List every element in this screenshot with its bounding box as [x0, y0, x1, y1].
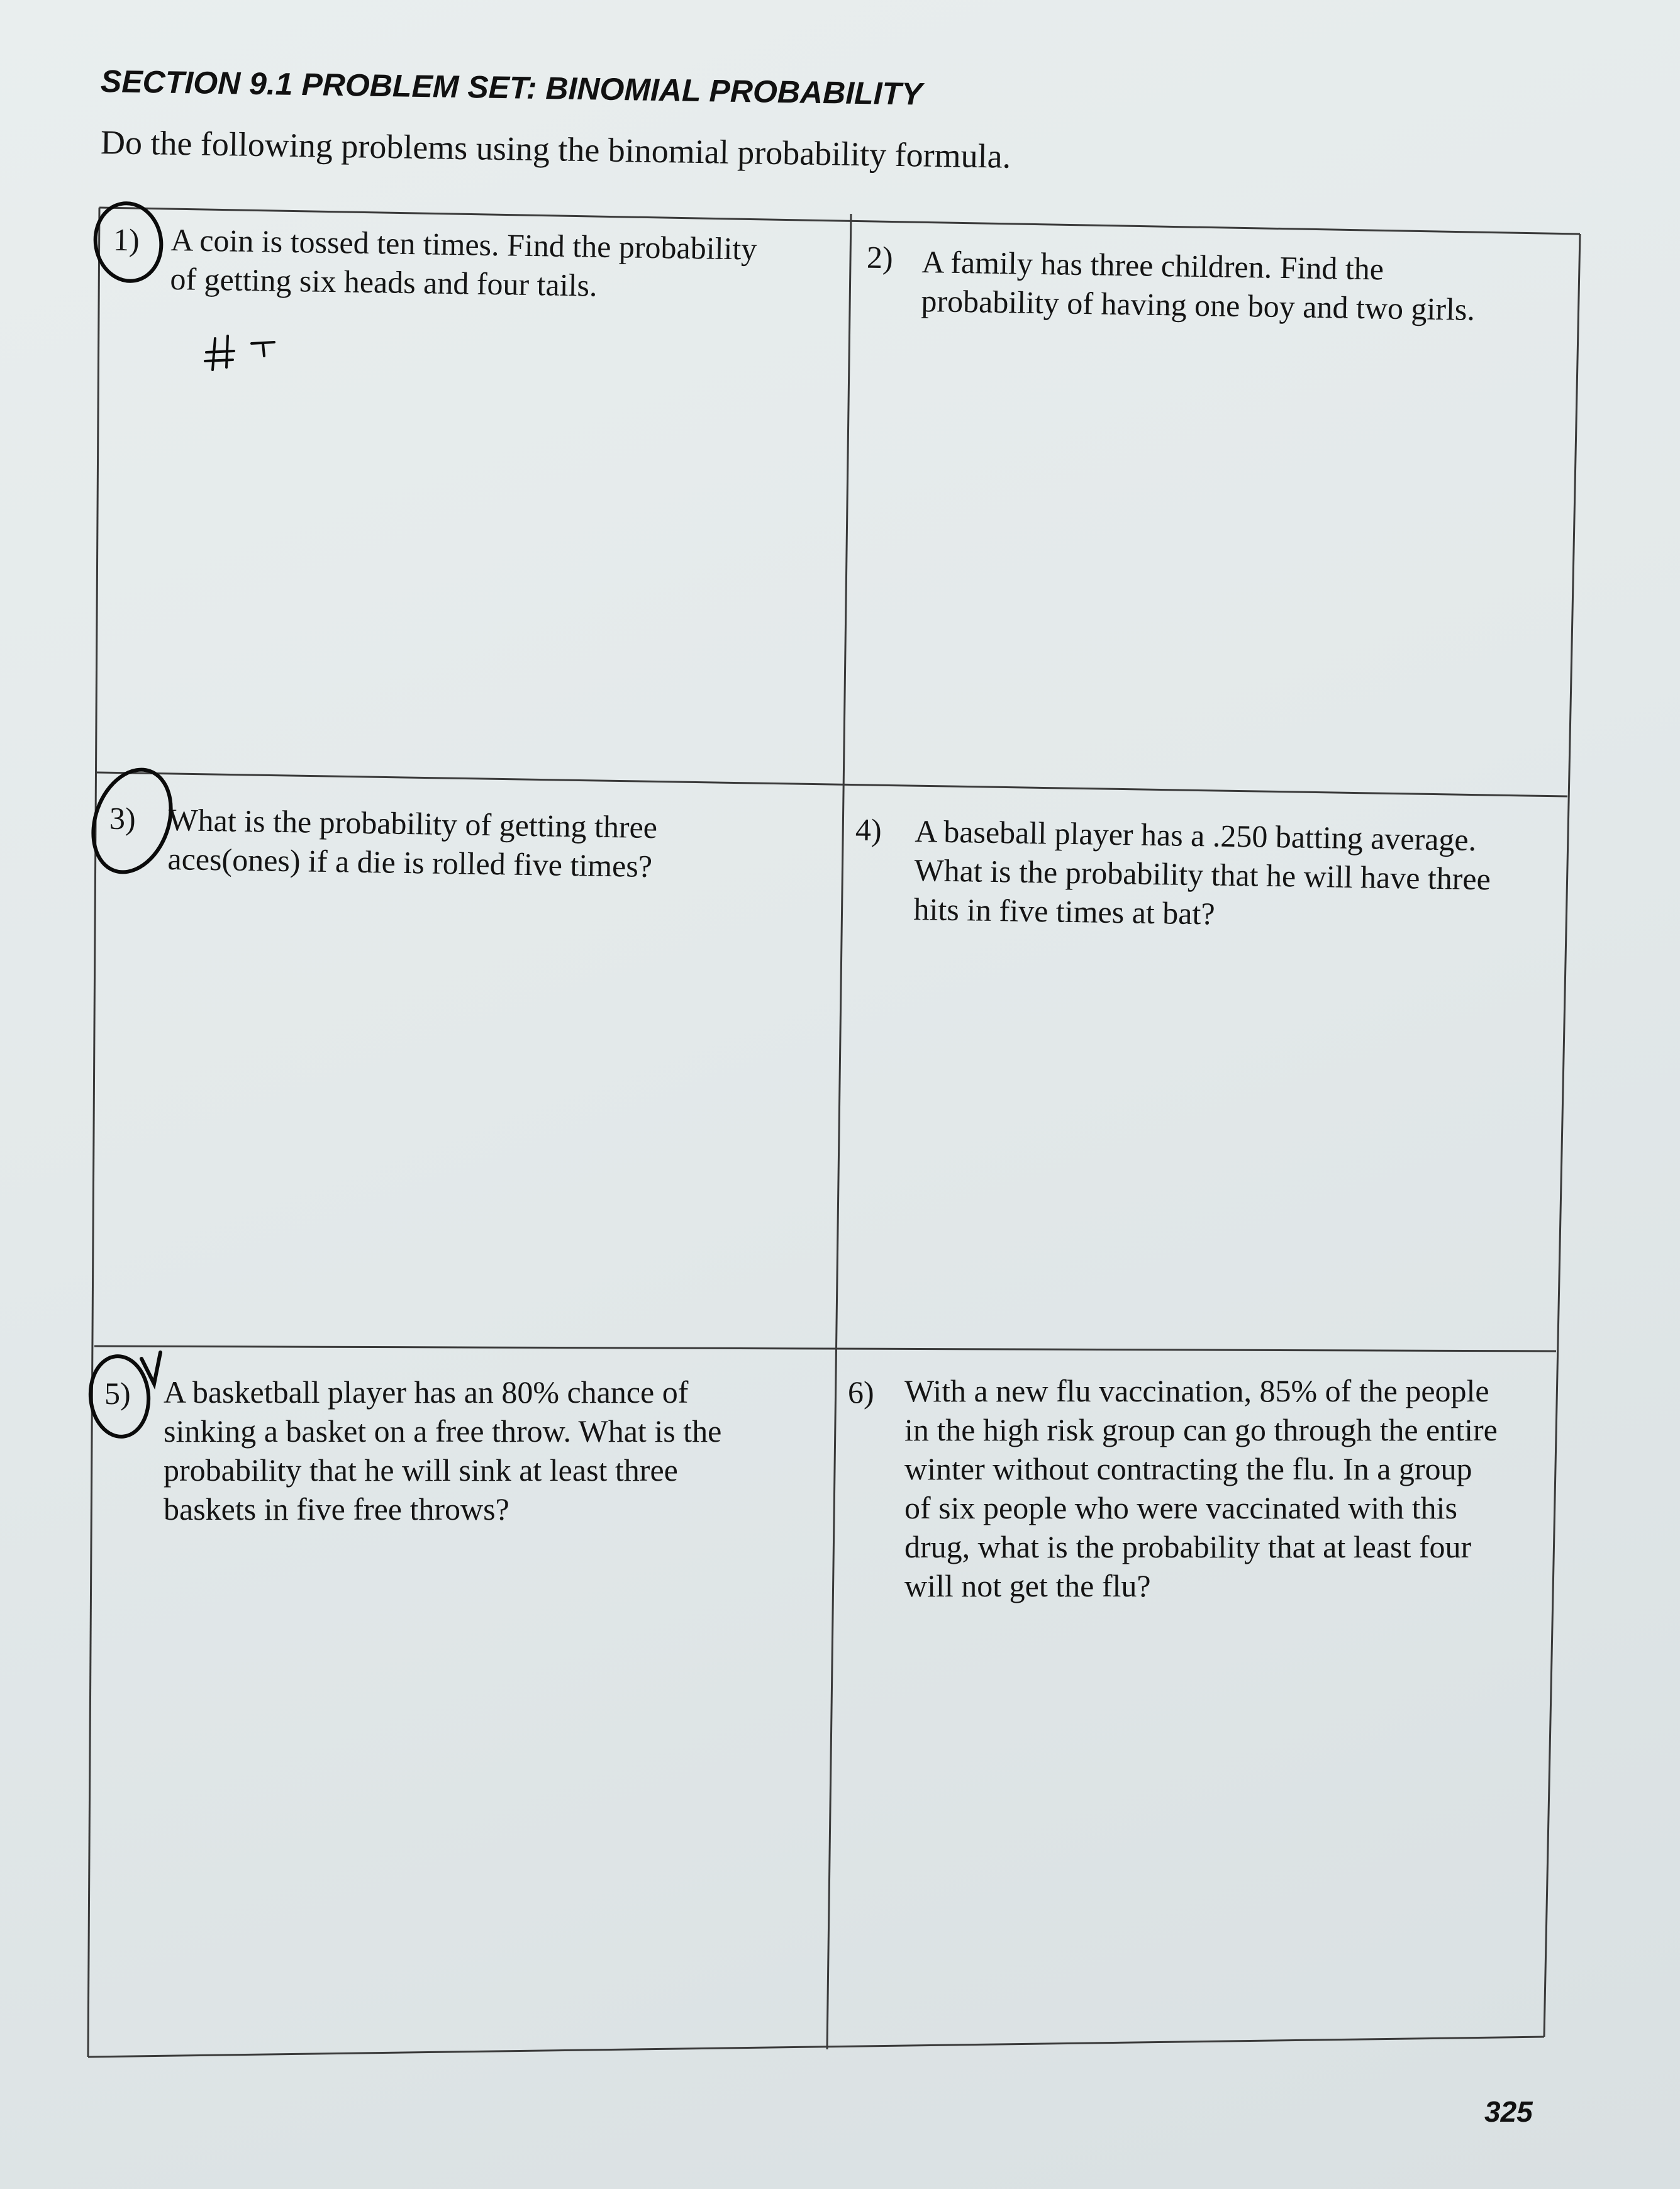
- problem-3-line-1: What is the probability of getting three: [168, 801, 658, 845]
- row-divider-2: [94, 1346, 1556, 1351]
- problem-6-line-3: winter without contracting the flu. In a group: [904, 1451, 1472, 1486]
- page-number: 325: [1484, 2095, 1533, 2128]
- table-left-border: [88, 208, 99, 2057]
- problem-6-line-1: With a new flu vaccination, 85% of the people: [904, 1373, 1489, 1408]
- problem-2-line-1: A family has three children. Find the: [921, 243, 1384, 287]
- problem-5-line-1: A basketball player has an 80% chance of: [164, 1374, 689, 1410]
- problem-5-line-2: sinking a basket on a free throw. What is the: [164, 1413, 722, 1449]
- instructions-text: Do the following problems using the binomial probability formula.: [100, 123, 1011, 175]
- problem-4-line-1: A baseball player has a .250 batting average.: [915, 813, 1477, 858]
- problem-1-line-2: of getting six heads and four tails.: [170, 260, 598, 303]
- row-divider-1: [97, 772, 1567, 796]
- problem-5-number: 5): [104, 1376, 131, 1411]
- problem-4-text: [913, 811, 1491, 937]
- problem-1-number: 1): [113, 221, 140, 258]
- problem-6-line-6: will not get the flu?: [904, 1568, 1151, 1603]
- table-bottom-border: [88, 2037, 1544, 2057]
- problem-4-line-3: hits in five times at bat?: [913, 891, 1216, 932]
- problem-4-number: 4): [855, 811, 882, 848]
- problem-1-text: [170, 220, 757, 308]
- problem-3-number: 3): [109, 800, 136, 837]
- problem-3-text: [167, 800, 657, 886]
- problem-5-line-4: baskets in five free throws?: [164, 1491, 509, 1527]
- section-heading: SECTION 9.1 PROBLEM SET: BINOMIAL PROBABILITY: [100, 64, 923, 112]
- pen-check-problem-5: [142, 1352, 160, 1384]
- problem-6-line-4: of six people who were vaccinated with this: [904, 1490, 1457, 1525]
- problem-6-text: [904, 1371, 1498, 1605]
- problem-6-number: 6): [848, 1374, 874, 1410]
- problem-1-line-1: A coin is tossed ten times. Find the probability: [170, 221, 757, 267]
- problem-5-line-3: probability that he will sink at least three: [164, 1452, 678, 1488]
- problem-5-text: [164, 1373, 721, 1529]
- problem-6-line-5: drug, what is the probability that at least four: [904, 1529, 1472, 1564]
- problem-2-number: 2): [866, 239, 894, 276]
- table-right-border: [1544, 234, 1580, 2037]
- problem-2-line-2: probability of having one boy and two girls.: [921, 282, 1476, 327]
- handwritten-ht-note: [205, 336, 274, 370]
- problem-4-line-2: What is the probability that he will have three: [914, 852, 1491, 897]
- problem-3-line-2: aces(ones) if a die is rolled five times?: [167, 840, 653, 884]
- table-middle-divider: [827, 214, 851, 2049]
- problem-6-line-2: in the high risk group can go through the entire: [904, 1412, 1498, 1447]
- problem-2-text: [921, 242, 1476, 329]
